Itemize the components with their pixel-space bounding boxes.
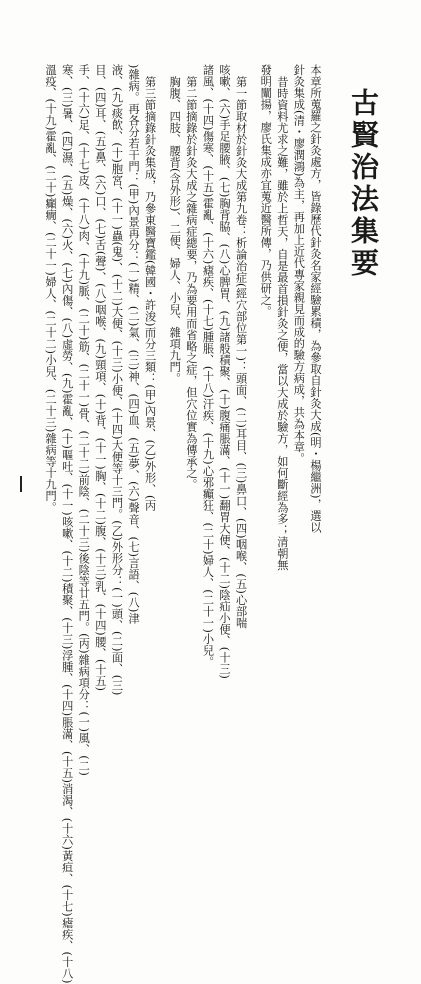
text-column: 溫疫、(十九)霍亂、(二十)癲癇、(二十一)婦人、(二十二)小兒、(二十三)雜病等十九門。 <box>44 64 58 514</box>
text-column: 第一節取材於針灸大成第九卷：析論治症(經穴部位第一)：頭面、(二)耳目、(三)鼻口、(四)咽喉、(五)心部喘 <box>234 76 248 629</box>
text-column: 第三節摘錄針灸集成，乃參東醫寶鑑(韓國・許浚)而分三類：(甲)內景、(乙)外形、(丙 <box>143 76 157 512</box>
text-column: 第二節摘錄於針灸大成之雜病症總要，乃為要用而省略之症，但穴位實為傳承之。 <box>184 76 198 490</box>
text-column: 胸腹、四肢、腰背(含外形)、二便、婦人、小兒、雜項九門。 <box>168 76 182 385</box>
text-column: 昔時資料尤求之難，雖於上哲天，自是最首損針灸之便，當以大成於驗方，如何斷經為多；清朝無 <box>275 76 289 571</box>
body-text <box>43 64 323 984</box>
page-margin-mark <box>20 476 22 492</box>
text-column: 手、(十六)足、(十七)皮、(十八)肉、(十九)脈、(二十)筋、(二十一)骨、(二十二)前陰、(二十三)後陰等廿五門。(丙)雜病項分：(一)風、(二) <box>77 64 91 777</box>
text-column: 發明闡揚，廖氏集成亦宜蒐近醫所傳，乃供研之。 <box>259 64 273 317</box>
column-gap <box>249 64 257 564</box>
text-column: 諸風、(十四)傷寒、(十五)霍亂、(十六)瘧疾、(十七)腫脹、(十八)汗疾、(十九)心邪癲狂、(二十)婦人、(二十一)小兒。 <box>201 64 215 668</box>
text-column: 寒、(三)暑、(四)濕、(五)燥、(六)火、(七)內傷、(八)虛勞、(九)霍亂、(十)嘔吐、(十一)咳嗽、(十二)積聚、(十三)浮腫、(十四)脹滿、(十五)消渴、(十六)黃疸、(十七)瘧疾、(十八) <box>60 64 74 984</box>
text-column: 咳嗽、(六)手足腰腋、(七)胸背脇、(八)心脾胃、(九)諸般積聚、(十)腹痛脹滿、(十一)翻胃大便、(十二)陰疝小便、(十三) <box>218 64 232 680</box>
text-column: )雜病。再各分若干門：(甲)內景再分：(一)精、(二)氣、(三)神、(四)血、(五)夢、(六)聲音、(七)言語、(八)津 <box>127 64 141 625</box>
column-gap <box>158 64 166 564</box>
text-column: 本章所蒐羅之針灸處方，皆錄歷代針灸名家經驗累積，為參取自針灸大成(明・楊繼洲)，選以 <box>309 64 322 534</box>
chapter-title: 古賢治法集要 <box>347 88 380 280</box>
text-column: 目、(四)耳、(五)鼻、(六)口、(七)舌(聲)、(八)咽喉、(九)頸項、(十)背、(十一)胸、(十二)腹、(十三)乳、(十四)腰、(十五) <box>93 64 107 692</box>
text-column: 針灸集成(清・廖潤鴻)為主，再加上近代專家親見而成的驗方病成，共為本章。 <box>292 64 306 465</box>
text-column: 液、(九)痰飲、(十)胞宮、(十一)蟲(鬼)、(十二)大便、(十三)小便、(十四)大便等十三門。(乙)外形分：(一)頭、(二)面、(三) <box>110 64 124 696</box>
